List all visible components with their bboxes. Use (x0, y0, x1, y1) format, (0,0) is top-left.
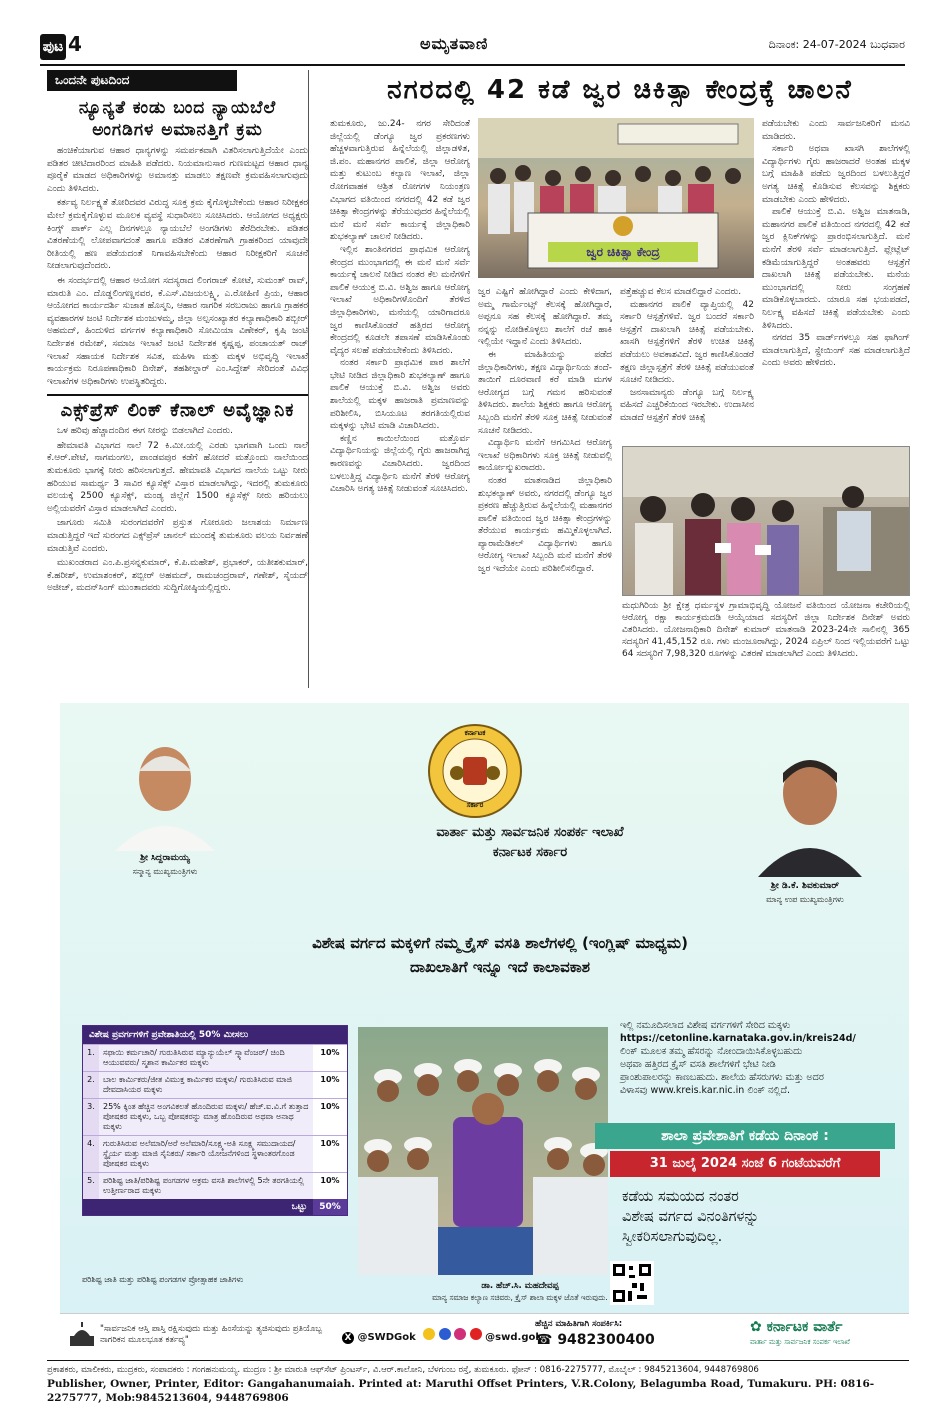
closing-line: ಸ್ವೀಕರಿಸಲಾಗುವುದಿಲ್ಲ. (622, 1229, 723, 1245)
closing-notice (622, 1187, 882, 1247)
article-paragraph: ಒಳ ಹರಿವು ಹೆಚ್ಚಾದಂದಿನ ಈಗ ನೀರನ್ನು ಬಿಡಲಾಗಿದೆ ಎಂದರು. (57, 426, 233, 437)
government-advertisement (60, 703, 909, 1355)
deadline-value: 31 ಜುಲೈ 2024 ಸಂಜೆ 6 ಗಂಟೆಯವರೆಗೆ (610, 1151, 880, 1177)
contact-label: ಹೆಚ್ಚಿನ ಮಾಹಿತಿಗಾಗಿ ಸಂಪರ್ಕಿಸಿ: (535, 1319, 623, 1329)
masthead: ಅಮೃತವಾಣಿ (420, 34, 489, 53)
facebook-icon[interactable] (439, 1328, 451, 1340)
emblem-top-text: ಕರ್ನಾಟಕ (464, 729, 486, 737)
article-paragraph: ಈ ಸಂದರ್ಭದಲ್ಲಿ ಆಹಾರ ಆಯೋಗ ಸದಸ್ಯರಾದ ಲಿಂಗರಾಜ್ ಕೋಟೆ, ಸುಮಂತ್ ರಾವ್, ಮಾರುತಿ ಎಂ. ದೊಡ್ಡಲಿಂಗಣ್ಣನವರ, ಕೆ.ಎಸ್.ವಿಜಯಲಕ್ಷ್ಮಿ, ಎ.ರೋಹಿಣಿ ಪ್ರಿಯ, ಆಹಾರ ಆಯೋಗದ ಕಾರ್ಯದರ್ಶಿ ಸುಜಾತ ಹೊಸ್ಮನಿ, ಆಹಾರ ನಾಗರಿಕ ಸರಬರಾಜು ಹಾಗೂ ಗ್ರಾಹಕರ ವ್ಯವಹಾರಗಳ ಜಂಟಿ ನಿರ್ದೇಶಕ ಮಂಜುಳಮ್ಮ, ಜಿಲ್ಲಾ ಅಲ್ಪಸಂಖ್ಯಾತರ ಕಲ್ಯಾಣಾಧಿಕಾರಿ ಶಬ್ಬೀರ್ ಅಹಮದ್, ಹಿಂದುಳಿದ ವರ್ಗಗಳ ಕಲ್ಯಾಣಾಧಿಕಾರಿ ಸೋಮಿಯಾ ವಿಣೇಕರ್, ಕೃಷಿ ಜಂಟಿ ನಿರ್ದೇಶಕ ರಮೇಶ್, ಸಮಾಜ ಇಲಾಖೆ ಜಂಟಿ ನಿರ್ದೇಶಕ ಕೃಷ್ಣಪ್ಪ, ಪಂಚಾಯತ್ ರಾಜ್ ಇಲಾಖೆ ಸಹಾಯಕ ನಿರ್ದೇಶಕ ಸವಿತ, ಮಹಿಳಾ ಮತ್ತು ಮಕ್ಕಳ ಅಭಿವೃದ್ಧಿ ಇಲಾಖೆ ಕಾರ್ಯಕ್ರಮ ನಿರೂಪಣಾಧಿಕಾರಿ ದಿನೇಶ್, ತಹಶೀಲ್ದಾರ್ ಎಂ.ಸಿದ್ದೇಶ್ ಸೇರಿದಂತೆ ವಿವಿಧ ಇಲಾಖೆಗಳ ಅಧಿಕಾರಿಗಳು ಉಪಸ್ಥಿತರಿದ್ದರು. (47, 275, 308, 387)
instagram-icon[interactable] (454, 1328, 466, 1340)
quota-row-text: ಸಫಾಯಿ ಕರ್ಮಚಾರಿ/ ಗುರುತಿಸಿರುವ ಮ್ಯಾನ್ಯುಯೆಲ್ ಸ್ಕ್ಯಾವೆಂಜರ್/ ಚಿಂದಿ ಆಯುವವರು/ ಸ್ಮಶಾನ ಕಾರ್ಮಿಕರ ಮಕ್ಕಳು (99, 1045, 313, 1071)
express-canal-article (47, 425, 308, 595)
ad-footer (60, 1313, 909, 1355)
quota-row-number: 3. (83, 1099, 99, 1135)
article-paragraph: ಕರ್ತವ್ಯ ನಿರ್ಲಕ್ಷ್ಯತೆ ತೋರಿದವರ ವಿರುದ್ಧ ಸೂಕ್ತ ಕ್ರಮ ಕೈಗೊಳ್ಳಬೇಕೆಂದು ಆಹಾರ ನಿರೀಕ್ಷಕರ ಮೇಲೆ ಕ್ರಮಕೈಗೊಳ್ಳುವ ಮೂಲಕ ವ್ಯವಸ್ಥೆ ಸುಧಾರಿಸಲು ಸೂಚಿಸಿದರು. ಆಯೋಗದ ಅಧ್ಯಕ್ಷರು ಕಿಂಗ್ಸ್ ಪಾರ್ಕ್ ಎಲ್ಲ ದಿನಗಳಲ್ಲೂ ನ್ಯಾಯಬೆಲೆ ಅಂಗಡಿಗಳು ತೆರೆದಿರಬೇಕು. ಪಡಿತರ ವಿತರಣೆಯಲ್ಲಿ ಲೋಪವಾಗದಂತೆ ಹಾಗೂ ಪಡಿತರ ವಿತರಣೆಗಾಗಿ ಗ್ರಾಹಕರಿಂದ ಯಾವುದೇ ರೀತಿಯಲ್ಲಿ ಹಣ ಪಡೆಯದಂತೆ ನಿಗಾವಹಿಸಬೇಕೆಂದು ಆಹಾರ ನಿರೀಕ್ಷಕರಿಗೆ ಸೂಚನೆ ನೀಡಲಾಗುವುದೆಂದರು. (47, 198, 308, 272)
dateline: ದಿನಾಂಕ: 24-07-2024 ಬುಧವಾರ (768, 38, 905, 51)
article-paragraph: ಹೇಮಾವತಿ ವಿಭಾಗದ ನಾಲೆ 72 ಕಿ.ಮೀ.ಯಲ್ಲಿ ಎರಡು ಭಾಗವಾಗಿ ಒಂದು ನಾಲೆ ಕೆ.ಆರ್.ಪೇಟೆ, ನಾಗಮಂಗಲ, ಪಾಂಡವಪುರ ಕಡೆಗೆ ಹೋದರೆ ಮತ್ತೊಂದು ನಾಲೆಯಿಂದ ತುಮಕೂರು ಭಾಗಕ್ಕೆ ನೀರು ಹರಿಸಲಾಗುತ್ತದೆ. ಹೇಮಾವತಿ ವಿಭಾಗದ ನಾಲೆಯ ಒಟ್ಟು ನೀರು ಹರಿಯುವ ಸಾಮರ್ಥ್ಯ 3 ಸಾವಿರ ಕ್ಯೂಸೆಕ್ಸ್ ವಿಸ್ತಾರ ಮಾಡಲಾಗಿದ್ದು, ಇದರಲ್ಲಿ ತುಮಕೂರು ವಲಯಕ್ಕೆ 2500 ಕ್ಯೂಸೆಕ್ಸ್, ಮಂಡ್ಯ ಜಿಲ್ಲೆಗೆ 1500 ಕ್ಯೂಸೆಕ್ಸ್ ನೀರು ಹರಿಯಲು ಅಲ್ಲಿಯವರೆಗೆ ವಿಸ್ತಾರ ಮಾಡಲಾಗಿದೆ ಎಂದರು. (47, 440, 308, 514)
contact-phone[interactable] (535, 1332, 655, 1348)
students-group-photo (358, 1027, 608, 1275)
article-paragraph: ವಿದ್ಯಾರ್ಥಿನಿ ಮನೆಗೆ ಆಗಮಿಸಿದ ಆರೋಗ್ಯ ಇಲಾಖೆ ಅಧಿಕಾರಿಗಳು ಸೂಕ್ತ ಚಿಕಿತ್ಸೆ ನೀಡುವಲ್ಲಿ ಕಾರ್ಯೋನ್ಮುಖರಾದರು. (478, 438, 612, 474)
deadline-label: ಶಾಲಾ ಪ್ರವೇಶಾತಿಗೆ ಕಡೆಯ ದಿನಾಂಕ : (595, 1123, 895, 1149)
ration-shop-article (47, 145, 308, 388)
article-paragraph: ಮುಖಂಡರಾದ ಎಂ.ಪಿ.ಪ್ರಸನ್ನಕುಮಾರ್, ಕೆ.ಪಿ.ಮಹೇಶ್, ಪ್ರಭಾಕರ್, ಯತೀಶಕುಮಾರ್, ಕೆ.ಹರೀಶ್, ಉಮಾಶಂಕರ್, ಶಬ್ಬೀರ್ ಅಹಮದ್, ರಾಮಚಂದ್ರರಾವ್, ಗಣೇಶ್, ಸೈಯದ್ ಅಜೀಜ್, ಮದನ್‌ಸಿಂಗ್ ಮುಂತಾದವರು ಸುದ್ದಿಗೋಷ್ಠಿಯಲ್ಲಿದ್ದರು. (47, 558, 308, 594)
info-line: ವಿಳಾಸವು www.kreis.kar.nic.in ಲಿಂಕ್ ನಲ್ಲಿದೆ. (620, 1085, 790, 1096)
main-story-col-4 (620, 286, 754, 438)
ad-headline-line-1: ವಿಶೇಷ ವರ್ಗದ ಮಕ್ಕಳಿಗೆ ನಮ್ಮ ಕ್ರೈಸ್ ವಸತಿ ಶಾಲೆಗಳಲ್ಲಿ (ಇಂಗ್ಲಿಷ್ ಮಾಧ್ಯಮ) (312, 934, 688, 952)
page-number: 4 (68, 32, 82, 56)
info-line: ಪ್ರಾಂಶುಪಾಲರನ್ನು ಕಾಣಬಹುದು. ಶಾಲೆಯ ಹೆಸರುಗಳು ಮತ್ತು ಅದರ (620, 1072, 824, 1083)
closing-line: ಕಡೆಯ ಸಮಯದ ನಂತರ (622, 1189, 739, 1205)
dcm-role: ಮಾನ್ಯ ಉಪ ಮುಖ್ಯಮಂತ್ರಿಗಳು (766, 895, 844, 904)
article-paragraph: ನಗರದ 35 ವಾರ್ಡ್‌ಗಳಲ್ಲೂ ಸಹ ಫಾಗಿಂಗ್ ಮಾಡಲಾಗುತ್ತಿದೆ, ಸ್ಪ್ರೇಯಿಂಗ್ ಸಹ ಮಾಡಲಾಗುತ್ತಿದೆ ಎಂದು ಅವರು ಹೇಳಿದರು. (762, 333, 910, 369)
ad-headline-line-2: ದಾಖಲಾತಿಗೆ ಇನ್ನೂ ಇದೆ ಕಾಲಾವಕಾಶ (410, 958, 590, 976)
publisher-imprint (47, 1360, 909, 1405)
registration-link[interactable]: https://cetonline.karnataka.gov.in/kreis24d/ (620, 1033, 856, 1044)
article-paragraph: ಪಾಲಿಕೆ ಆಯುಕ್ತೆ ಬಿ.ವಿ. ಅಶ್ವಿಜ ಮಾತನಾಡಿ, ಮಹಾನಗರ ಪಾಲಿಕೆ ವತಿಯಿಂದ ನಗರದಲ್ಲಿ 42 ಕಡೆ ಜ್ವರ ಕ್ಲಿನಿಕ್‌ಗಳನ್ನು ಪ್ರಾರಂಭಿಸಲಾಗುತ್ತಿದೆ. ಮನೆ ಮನೆಗೆ ತೆರಳಿ ಸರ್ವೆ ಮಾಡಲಾಗುತ್ತಿದೆ. ಫ್ಲೇಟ್ಲೆಟ್ ಕಡಿಮೆಯಾಗುತ್ತಿದ್ದರೆ ಅಂತಹವರು ಆಸ್ಪತ್ರೆಗೆ ದಾಖಲಾಗಿ ಚಿಕಿತ್ಸೆ ಪಡೆಯಬೇಕು. ಮನೆಯ ಮುಂಭಾಗದಲ್ಲಿ ನೀರು ಸಂಗ್ರಹಣೆ ಮಾಡಿಕೊಳ್ಳಬಾರದು. ಯಾರೂ ಸಹ ಭಯಪಡದೆ, ನಿರ್ಲಕ್ಷ್ಯ ವಹಿಸದೆ ಚಿಕಿತ್ಸೆ ಪಡೆಯಬೇಕು ಎಂದು ತಿಳಿಸಿದರು. (762, 207, 910, 331)
phone-number: 9482300400 (557, 1332, 655, 1348)
quota-row (83, 1098, 347, 1135)
minister-name: ಡಾ. ಹೆಚ್.ಸಿ. ಮಹದೇವಪ್ಪ (481, 1281, 559, 1291)
quota-total-row (83, 1199, 347, 1215)
left-column (47, 70, 309, 688)
koo-icon[interactable] (423, 1328, 435, 1340)
phone-icon: ☎ (535, 1332, 558, 1348)
page-header (40, 30, 905, 66)
express-canal-headline: ಎಕ್ಸ್‌ಪ್ರೆಸ್ ಲಿಂಕ್ ಕೆನಾಲ್ ಅವೈಜ್ಞಾನಿಕ (47, 394, 308, 421)
article-paragraph: ಕಣ್ಣಿನ ಕಾಯಿಲೆಯಿಂದ ಮತ್ತೊರ್ವ ವಿದ್ಯಾರ್ಥಿನಿಯನ್ನು ಜಿಲ್ಲೆಯಲ್ಲಿ ಗೈರು ಹಾಜರಾಗಿದ್ದ ಕಾರಣವನ್ನು ವಿಚಾರಿಸಿದರು. ಜ್ವರದಿಂದ ಬಳಲುತ್ತಿದ್ದ ವಿದ್ಯಾರ್ಥಿನಿ ಮನೆಗೆ ತೆರಳಿ ಆರೋಗ್ಯ ವಿಚಾರಿಸಿ ಅಗತ್ಯ ಚಿಕಿತ್ಸೆ ನೀಡುವಂತೆ ಸೂಚಿಸಿದರು. (330, 433, 470, 495)
article-paragraph: ಜ್ವರ ಎಷ್ಟಿಗೆ ಹೋಗಿದ್ದಾರೆ ಎಂದು ಕೇಳಿದಾಗ, ಅಮ್ಮ ಗಾರ್ಮೆಂಟ್ಸ್ ಕೆಲಸಕ್ಕೆ ಹೋಗಿದ್ದಾರೆ, ಅಪ್ಪನೂ ಸಹ ಕೆಲಸಕ್ಕೆ ಹೋಗಿದ್ದಾರೆ. ತಮ್ಮ ನನ್ನನ್ನು ನೋಡಿಕೊಳ್ಳಲು ಶಾಲೆಗೆ ರಜೆ ಹಾಕಿ ಇಲ್ಲಿಯೇ ಇದ್ದಾನೆ ಎಂದು ತಿಳಿಸಿದರು. (478, 287, 612, 348)
article-paragraph: ಮಹಾನಗರ ಪಾಲಿಕೆ ವ್ಯಾಪ್ತಿಯಲ್ಲಿ 42 ಸರ್ಕಾರಿ ಆಸ್ಪತ್ರೆಗಳಿವೆ. ಜ್ವರ ಬಂದರೆ ಸರ್ಕಾರಿ ಆಸ್ಪತ್ರೆಗೆ ದಾಖಲಾಗಿ ಚಿಕಿತ್ಸೆ ಪಡೆಯಬೇಕು. ಖಾಸಗಿ ಆಸ್ಪತ್ರೆಗಳಿಗೆ ತೆರಳಿ ಉಚಿತ ಚಿಕಿತ್ಸೆ ಪಡೆಯಲು ಅವಕಾಶವಿದೆ. ಜ್ವರ ಕಾಣಿಸಿಕೊಂಡರೆ ತಕ್ಷಣ ಜಿಲ್ಲಾಸ್ಪತ್ರೆಗೆ ತೆರಳಿ ಚಿಕಿತ್ಸೆ ಪಡೆಯುವಂತೆ ಸೂಚನೆ ನೀಡಿದರು. (620, 299, 754, 386)
brand-subtitle: ವಾರ್ತಾ ಮತ್ತು ಸಾರ್ವಜನಿಕ ಸಂಪರ್ಕ ಇಲಾಖೆ (750, 1338, 850, 1346)
article-paragraph: ಜಾಗೂರು ಸಮಿತಿ ಸುರಂಗದವರೆಗೆ ಪ್ರಸ್ತುತ ಗೋರೂರು ಜಲಾಶಯ ನಿರ್ಮಾಣ ಮಾಡುತ್ತಿದ್ದರೆ ಇದೆ ಸುರಂಗದ ಎಕ್ಸ್‌ಪ್ರೆಸ್ ಚಾನಲ್ ಮುಂದಕ್ಕೆ ತುಮಕೂರು ವಲಯ ನಿರ್ವಹಣೆ ಮಾಡುತ್ತಿವೆ ಎಂದರು. (47, 518, 308, 554)
article-paragraph: ನಂತರ ಸರ್ಕಾರಿ ಪ್ರಾಥಮಿಕ ಪಾಠ ಶಾಲೆಗೆ ಭೇಟಿ ನೀಡಿದ ಜಿಲ್ಲಾಧಿಕಾರಿ ಶುಭಕಲ್ಯಾಣ್ ಹಾಗೂ ಪಾಲಿಕೆ ಆಯುಕ್ತೆ ಬಿ.ವಿ. ಅಶ್ವಿಜ ಅವರು ಶಾಲೆಯಲ್ಲಿ ಮಕ್ಕಳ ಹಾಜರಾತಿ ಪ್ರಮಾಣವನ್ನು ಪರಿಶೀಲಿಸಿ, ಬಿಸಿಯೂಟ ತರಗತಿಯಲ್ಲಿರುವ ಮಕ್ಕಳನ್ನು ಭೇಟಿ ಮಾಡಿ ವಿಚಾರಿಸಿದರು. (330, 358, 470, 432)
main-story-col-3 (762, 118, 910, 440)
quota-row (83, 1044, 347, 1071)
x-icon[interactable]: X (342, 1332, 354, 1344)
dcm-portrait (750, 737, 870, 877)
quota-table-title: ವಿಶೇಷ ಪ್ರವರ್ಗಗಳಿಗೆ ಪ್ರವೇಶಾತಿಯಲ್ಲಿ 50% ಮೀಸಲು (83, 1026, 347, 1044)
quota-row-number: 2. (83, 1072, 99, 1098)
photo-illustration (623, 447, 910, 596)
dharmasthala-caption: ಮಧುಗಿರಿಯ ಶ್ರೀ ಕ್ಷೇತ್ರ ಧರ್ಮಸ್ಥಳ ಗ್ರಾಮಾಭಿವೃದ್ಧಿ ಯೋಜನೆ ವತಿಯಿಂದ ಯೋಜನಾ ಕಚೇರಿಯಲ್ಲಿ ಆರೋಗ್ಯ ರಕ್ಷಾ ಕಾರ್ಯಕ್ರಮದಡಿ ಆಯ್ಕೆಯಾದ ಸದಸ್ಯರಿಗೆ ಜಿಲ್ಲಾ ನಿರ್ದೇಶಕ ದಿನೇಶ್ ಅವರು ವಿತರಿಸಿದರು. ಯೋಜನಾಧಿಕಾರಿ ದಿನೇಶ್ ಕುಮಾರ್ ಮಾತನಾಡಿ 2023-24ನೇ ಸಾಲಿನಲ್ಲಿ 365 ಸದಸ್ಯರಿಗೆ 41,45,152 ರೂ. ಗಳು ಮಂಜೂರಾಗಿದ್ದು, 2024 ಏಪ್ರಿಲ್ ನಿಂದ ಇಲ್ಲಿಯವರೆಗೆ ಒಟ್ಟು 64 ಸದಸ್ಯರಿಗೆ 7,98,320 ರೂಗಳನ್ನು ವಿತರಣೆ ಮಾಡಲಾಗಿದೆ ಎಂದು ತಿಳಿಸಿದರು. (622, 601, 910, 659)
article-paragraph: ಪತ್ತೆಹಚ್ಚುವ ಕೆಲಸ ಮಾಡಲಿದ್ದಾರೆ ಎಂದರು. (620, 287, 742, 297)
quota-row (83, 1172, 347, 1199)
article-paragraph: ತುಮಕೂರು, ಜು.24- ನಗರ ಸೇರಿದಂತೆ ಜಿಲ್ಲೆಯಲ್ಲಿ ಡೆಂಗ್ಯೂ ಜ್ವರ ಪ್ರಕರಣಗಳು ಹೆಚ್ಚಳವಾಗುತ್ತಿರುವ ಹಿನ್ನೆಲೆಯಲ್ಲಿ ಜಿಲ್ಲಾಡಳಿತ, ಜಿ.ಪಂ. ಮಹಾನಗರ ಪಾಲಿಕೆ, ಜಿಲ್ಲಾ ಆರೋಗ್ಯ ಮತ್ತು ಕುಟುಂಬ ಕಲ್ಯಾಣ ಇಲಾಖೆ, ಜಿಲ್ಲಾ ರೋಗವಾಹಕ ಆಶ್ರಿತ ರೋಗಗಳ ನಿಯಂತ್ರಣ ವಿಭಾಗದ ವತಿಯಿಂದ ನಗರದಲ್ಲಿ 42 ಕಡೆ ಜ್ವರ ಚಿಕಿತ್ಸಾ ಕೇಂದ್ರಗಳನ್ನು ತೆರೆಯುವುದರ ಹಿನ್ನೆಲೆಯಲ್ಲಿ ಮನೆ ಮನೆ ಸರ್ವೆ ಕಾರ್ಯಕ್ಕೆ ಜಿಲ್ಲಾಧಿಕಾರಿ ಶುಭಕಲ್ಯಾಣ್ ಚಾಲನೆ ನೀಡಿದರು. (330, 119, 470, 243)
closing-line: ವಿಶೇಷ ವರ್ಗದ ವಿನಂತಿಗಳನ್ನು (622, 1209, 760, 1225)
imprint-english: Publisher, Owner, Printer, Editor: Gangahanumaiah. Printed at: Maruthi Offset Printers, V.R.Colony, Belagumba Road, Tumakuru. PH: 0816-2275777, Mob:9845213604, 9448769806 (47, 1378, 875, 1404)
quota-row-pct: 10% (313, 1045, 347, 1071)
department-name (400, 823, 660, 863)
quota-row-text: ಬಾಲ ಕಾರ್ಮಿಕರು/ಜೀತ ವಿಮುಕ್ತ ಕಾರ್ಮಿಕರ ಮಕ್ಕಳು/ ಗುರುತಿಸಿರುವ ಮಾಜಿ ದೇವದಾಸಿಯರ ಮಕ್ಕಳು (99, 1072, 313, 1098)
quota-row-number: 4. (83, 1136, 99, 1172)
article-paragraph: ಇಲ್ಲಿನ ಶಾಂತಿನಗರದ ಪ್ರಾಥಮಿಕ ಆರೋಗ್ಯ ಕೇಂದ್ರದ ಮುಂಭಾಗದಲ್ಲಿ ಈ ಮನೆ ಮನೆ ಸರ್ವೆ ಕಾರ್ಯಕ್ಕೆ ಚಾಲನೆ ನೀಡಿದ ನಂತರ ಕೆಲ ಮನೆಗಳಿಗೆ ಪಾಲಿಕೆ ಆಯುಕ್ತ ಬಿ.ವಿ. ಅಶ್ವಿಜ ಹಾಗೂ ಆರೋಗ್ಯ ಇಲಾಖೆ ಅಧಿಕಾರಿಗಳೊಂದಿಗೆ ತೆರಳಿದ ಜಿಲ್ಲಾಧಿಕಾರಿಗಳು, ಮನೆಯಲ್ಲಿ ಯಾರಿಗಾದರೂ ಜ್ವರ ಕಾಣಿಸಿಕೊಂಡರೆ ಹತ್ತಿರದ ಆರೋಗ್ಯ ಕೇಂದ್ರದಲ್ಲಿ ಕೂಡಲೇ ತಪಾಸಣೆ ಮಾಡಿಸಿಕೊಂಡು ವೈದ್ಯರ ಸಲಹೆ ಪಡೆಯಬೇಕೆಂದು ತಿಳಿಸಿದರು. (330, 244, 470, 356)
quota-total-label: ಒಟ್ಟು (291, 1202, 307, 1212)
vidhana-soudha-icon (68, 1322, 96, 1348)
quota-row (83, 1071, 347, 1098)
info-line: ಇಲ್ಲಿ ನಮೂದಿಸಲಾದ ವಿಶೇಷ ವರ್ಗಗಳಿಗೆ ಸೇರಿದ ಮಕ್ಕಳು (620, 1020, 791, 1031)
social-handle-x[interactable]: @SWDGok (357, 1332, 416, 1343)
brand-icon: ✿ (750, 1319, 767, 1335)
main-story-col-1 (330, 118, 470, 688)
quota-row-text: 25% ಕ್ಕಿಂತ ಹೆಚ್ಚಿನ ಅಂಗವಿಕಲತೆ ಹೊಂದಿರುವ ಮಕ್ಕಳು/ ಹೆಚ್.ಐ.ವಿ.ಗೆ ತುತ್ತಾದ ಪೋಷಕರ ಮಕ್ಕಳು, ಒಬ್ಬ ಪೋಷಕರನ್ನು ಮಾತ್ರ ಹೊಂದಿರುವ ಅಥವಾ ಅನಾಥ ಮಕ್ಕಳು (99, 1099, 313, 1135)
minister-role: ಮಾನ್ಯ ಸಮಾಜ ಕಲ್ಯಾಣ ಸಚಿವರು, ಕ್ರೈಸ್ ಶಾಲಾ ಮಕ್ಕಳ ಜೊತೆ ಇರುವುದು. (432, 1293, 608, 1302)
info-line: ಲಿಂಕ್ ಮೂಲಕ ತಮ್ಮ ಹೆಸರನ್ನು ನೋಂದಾಯಿಸಿಕೊಳ್ಳಬಹುದು (620, 1046, 803, 1057)
social-handles (342, 1328, 542, 1344)
quota-row-pct: 10% (313, 1072, 347, 1098)
footer-slogan: "ಸಾರ್ವಜನಿಕ ಆಸ್ತಿ ಪಾಸ್ತಿ ರಕ್ಷಿಸುವುದು ಮತ್ತು ಹಿಂಸೆಯನ್ನು ತ್ಯಜಿಸುವುದು ಪ್ರತಿಯೊಬ್ಬ ನಾಗರಿಕನ ಮೂಲಭೂತ ಕರ್ತವ್ಯ" (100, 1324, 323, 1345)
imprint-kannada: ಪ್ರಕಾಶಕರು, ಮಾಲೀಕರು, ಮುದ್ರಕರು, ಸಂಪಾದಕರು : ಗಂಗಹನುಮಯ್ಯ. ಮುದ್ರಣ : ಶ್ರೀ ಮಾರುತಿ ಆಫ್‌ಸೆಟ್ ಪ್ರಿಂಟರ್ಸ್, ವಿ.ಆರ್.ಕಾಲೋನಿ, ಬೆಳಗುಂಬ ರಸ್ತೆ, ತುಮಕೂರು. ಫೋನ್ : 0816-2275777, ಮೊಬೈಲ್ : 9845213604, 9448769806 (47, 1365, 759, 1375)
quota-table (82, 1025, 348, 1216)
cm-portrait (105, 731, 225, 851)
article-paragraph: ಜನಸಾಮಾನ್ಯರು ಡೆಂಗ್ಯೂ ಬಗ್ಗೆ ನಿರ್ಲಕ್ಷ್ಯ ವಹಿಸದೆ ಎಚ್ಚರಿಕೆಯಿಂದ ಇರಬೇಕು. ಉದಾಸೀನ ಮಾಡದೆ ಆಸ್ಪತ್ರೆಗೆ ತೆರಳಿ ಚಿಕಿತ್ಸೆ (620, 387, 754, 423)
article-paragraph: ಪಡೆಯಬೇಕು ಎಂದು ಸಾರ್ವಜನಿಕರಿಗೆ ಮನವಿ ಮಾಡಿದರು. (762, 119, 910, 142)
department-line-2: ಕರ್ನಾಟಕ ಸರ್ಕಾರ (492, 845, 568, 860)
quota-row-text: ಪರಿಶಿಷ್ಟ ಜಾತಿ/ಪರಿಶಿಷ್ಟ ಪಂಗಡಗಳ ಅಕ್ರಮ ವಸತಿ ಶಾಲೆಗಳಲ್ಲಿ 5ನೇ ತರಗತಿಯಲ್ಲಿ ಉತ್ತೀರ್ಣರಾದ ಮಕ್ಕಳು (99, 1173, 313, 1199)
main-headline: ನಗರದಲ್ಲಿ 42 ಕಡೆ ಜ್ವರ ಚಿಕಿತ್ಸಾ ಕೇಂದ್ರಕ್ಕೆ ಚಾಲನೆ (387, 75, 853, 105)
fever-clinic-photo (478, 118, 754, 278)
quota-row (83, 1135, 347, 1172)
info-line: ಅಥವಾ ಹತ್ತಿರದ ಕ್ರೈಸ್ ವಸತಿ ಶಾಲೆಗಳಿಗೆ ಭೇಟಿ ನೀಡಿ (620, 1059, 776, 1070)
page-label: ಪುಟ (40, 34, 66, 60)
article-paragraph: ಈ ಮಾಹಿತಿಯನ್ನು ಪಡೆದ ಜಿಲ್ಲಾಧಿಕಾರಿಗಳು, ತಕ್ಷಣ ವಿದ್ಯಾರ್ಥಿನಿಯ ತಂದೆ-ತಾಯಿಗೆ ದೂರವಾಣಿ ಕರೆ ಮಾಡಿ ಮಗಳ ಆರೋಗ್ಯದ ಬಗ್ಗೆ ಗಮನ ಹರಿಸುವಂತೆ ತಿಳಿಸಿದರು. ಶಾಲೆಯ ಶಿಕ್ಷಕರು ಹಾಗೂ ಆರೋಗ್ಯ ಸಿಬ್ಬಂದಿ ಮನೆಗೆ ತೆರಳಿ ಸೂಕ್ತ ಚಿಕಿತ್ಸೆ ನೀಡುವಂತೆ ಸೂಚನೆ ನೀಡಿದರು. (478, 349, 612, 436)
cm-role: ಸನ್ಮಾನ್ಯ ಮುಖ್ಯಮಂತ್ರಿಗಳು (132, 867, 198, 876)
fever-clinic-banner: ಜ್ವರ ಚಿಕಿತ್ಸಾ ಕೇಂದ್ರ (586, 245, 660, 259)
main-story-col-2 (478, 286, 612, 686)
quota-note: ಪರಿಶಿಷ್ಟ ಜಾತಿ ಮತ್ತು ಪರಿಶಿಷ್ಟ ಪಂಗಡಗಳ ಪ್ರೋತ್ಸಾಹಕ ಜಾತಿಗಳು (82, 1275, 244, 1284)
dharmasthala-photo (622, 446, 910, 596)
article-paragraph: ಸರ್ಕಾರಿ ಅಥವಾ ಖಾಸಗಿ ಶಾಲೆಗಳಲ್ಲಿ ವಿದ್ಯಾರ್ಥಿಗಳು ಗೈರು ಹಾಜರಾದರೆ ಅಂತಹ ಮಕ್ಕಳ ಬಗ್ಗೆ ಮಾಹಿತಿ ಪಡೆದು ಜ್ವರದಿಂದ ಬಳಲುತ್ತಿದ್ದರೆ ಅಗತ್ಯ ಚಿಕಿತ್ಸೆ ಕೊಡಿಸುವ ಕೆಲಸವನ್ನು ಶಿಕ್ಷಕರು ಮಾಡಬೇಕು ಎಂದು ಹೇಳಿದರು. (762, 144, 910, 205)
social-handle-other[interactable]: @swd.gok (485, 1332, 542, 1343)
cm-name: ಶ್ರೀ ಸಿದ್ದರಾಮಯ್ಯ (140, 853, 190, 863)
quota-row-pct: 10% (313, 1173, 347, 1199)
brand-name: ಕರ್ನಾಟಕ ವಾರ್ತೆ (766, 1319, 843, 1335)
ration-shop-headline: ನ್ಯೂನ್ಯತೆ ಕಂಡು ಬಂದ ನ್ಯಾಯಬೆಲೆ ಅಂಗಡಿಗಳ ಅಮಾನತ್ತಿಗೆ ಕ್ರಮ (78, 98, 277, 140)
registration-info (620, 1019, 895, 1097)
quota-row-number: 5. (83, 1173, 99, 1199)
department-line-1: ವಾರ್ತಾ ಮತ್ತು ಸಾರ್ವಜನಿಕ ಸಂಪರ್ಕ ಇಲಾಖೆ (436, 825, 624, 840)
youtube-icon[interactable] (470, 1328, 482, 1340)
section-tag: ಒಂದನೇ ಪುಟದಿಂದ (47, 70, 237, 91)
article-paragraph: ಹಂಚಿಕೆಯಾಗುವ ಆಹಾರ ಧಾನ್ಯಗಳನ್ನು ಸಮರ್ಪಕವಾಗಿ ವಿತರಿಸಲಾಗುತ್ತಿದೆಯೇ ಎಂದು ಪಡಿತರ ಚೀಟಿದಾರರಿಂದ ಮಾಹಿತಿ ಪಡೆದರು. ನಿಯಮಾನುಸಾರ ಗುಣಮಟ್ಟದ ಆಹಾರ ಧಾನ್ಯ ಪೂರೈಕೆ ಮಾಡದ ಅಧಿಕಾರಿಗಳನ್ನು ಅಮಾನತ್ತು ಮಾಡಲು ತಕ್ಷಣವೇ ಕ್ರಮವಹಿಸಲಾಗುವುದು ಎಂದು ತಿಳಿಸಿದರು. (47, 146, 308, 194)
karnataka-varthe-logo (750, 1319, 842, 1335)
quota-row-text: ಗುರುತಿಸಿರುವ ಅಲೆಮಾರಿ/ಅರೆ ಅಲೆಮಾರಿ/ಸೂಕ್ಷ್ಮ-ಅತಿ ಸೂಕ್ಷ್ಮ ಸಮುದಾಯದ/ ಸ್ಥೈರ್ಯ ಮತ್ತು ಮಾಜಿ ಸೈನಿಕರು/ ಸರ್ಕಾರಿ ಯೋಜನೆಗಳಿಂದ ಸ್ಥಳಾಂತರಗೊಂಡ ಪೋಷಕರ ಮಕ್ಕಳು (99, 1136, 313, 1172)
photo-illustration (358, 1027, 608, 1275)
dcm-name: ಶ್ರೀ ಡಿ.ಕೆ. ಶಿವಕುಮಾರ್ (770, 881, 840, 891)
quota-row-pct: 10% (313, 1136, 347, 1172)
ad-headline (220, 931, 780, 979)
quota-row-number: 1. (83, 1045, 99, 1071)
quota-rows (83, 1044, 347, 1199)
emblem-bottom-text: ಸರ್ಕಾರ (466, 801, 484, 809)
quota-row-pct: 10% (313, 1099, 347, 1135)
article-paragraph: ನಂತರ ಮಾತನಾಡಿದ ಜಿಲ್ಲಾಧಿಕಾರಿ ಶುಭಕಲ್ಯಾಣ್ ಅವರು, ನಗರದಲ್ಲಿ ಡೆಂಗ್ಯೂ ಜ್ವರ ಪ್ರಕರಣ ಹೆಚ್ಚುತ್ತಿರುವ ಹಿನ್ನೆಲೆಯಲ್ಲಿ ಮಹಾನಗರ ಪಾಲಿಕೆ ವತಿಯಿಂದ ಜ್ವರ ಚಿಕಿತ್ಸಾ ಕೇಂದ್ರಗಳನ್ನು ತೆರೆಯುವ ಕಾರ್ಯಕ್ರಮ ಹಮ್ಮಿಕೊಳ್ಳಲಾಗಿದೆ. ಪ್ಯಾರಾಮೆಡಿಕಲ್ ವಿದ್ಯಾರ್ಥಿಗಳು ಹಾಗೂ ಆರೋಗ್ಯ ಇಲಾಖೆ ಸಿಬ್ಬಂದಿ ಮನೆ ಮನೆಗೆ ತೆರಳಿ ಜ್ವರ ಇದೆಯೇ ಎಂದು ಪರಿಶೀಲಿಸಲಿದ್ದಾರೆ. (478, 475, 612, 575)
quota-total-pct: 50% (313, 1199, 347, 1215)
